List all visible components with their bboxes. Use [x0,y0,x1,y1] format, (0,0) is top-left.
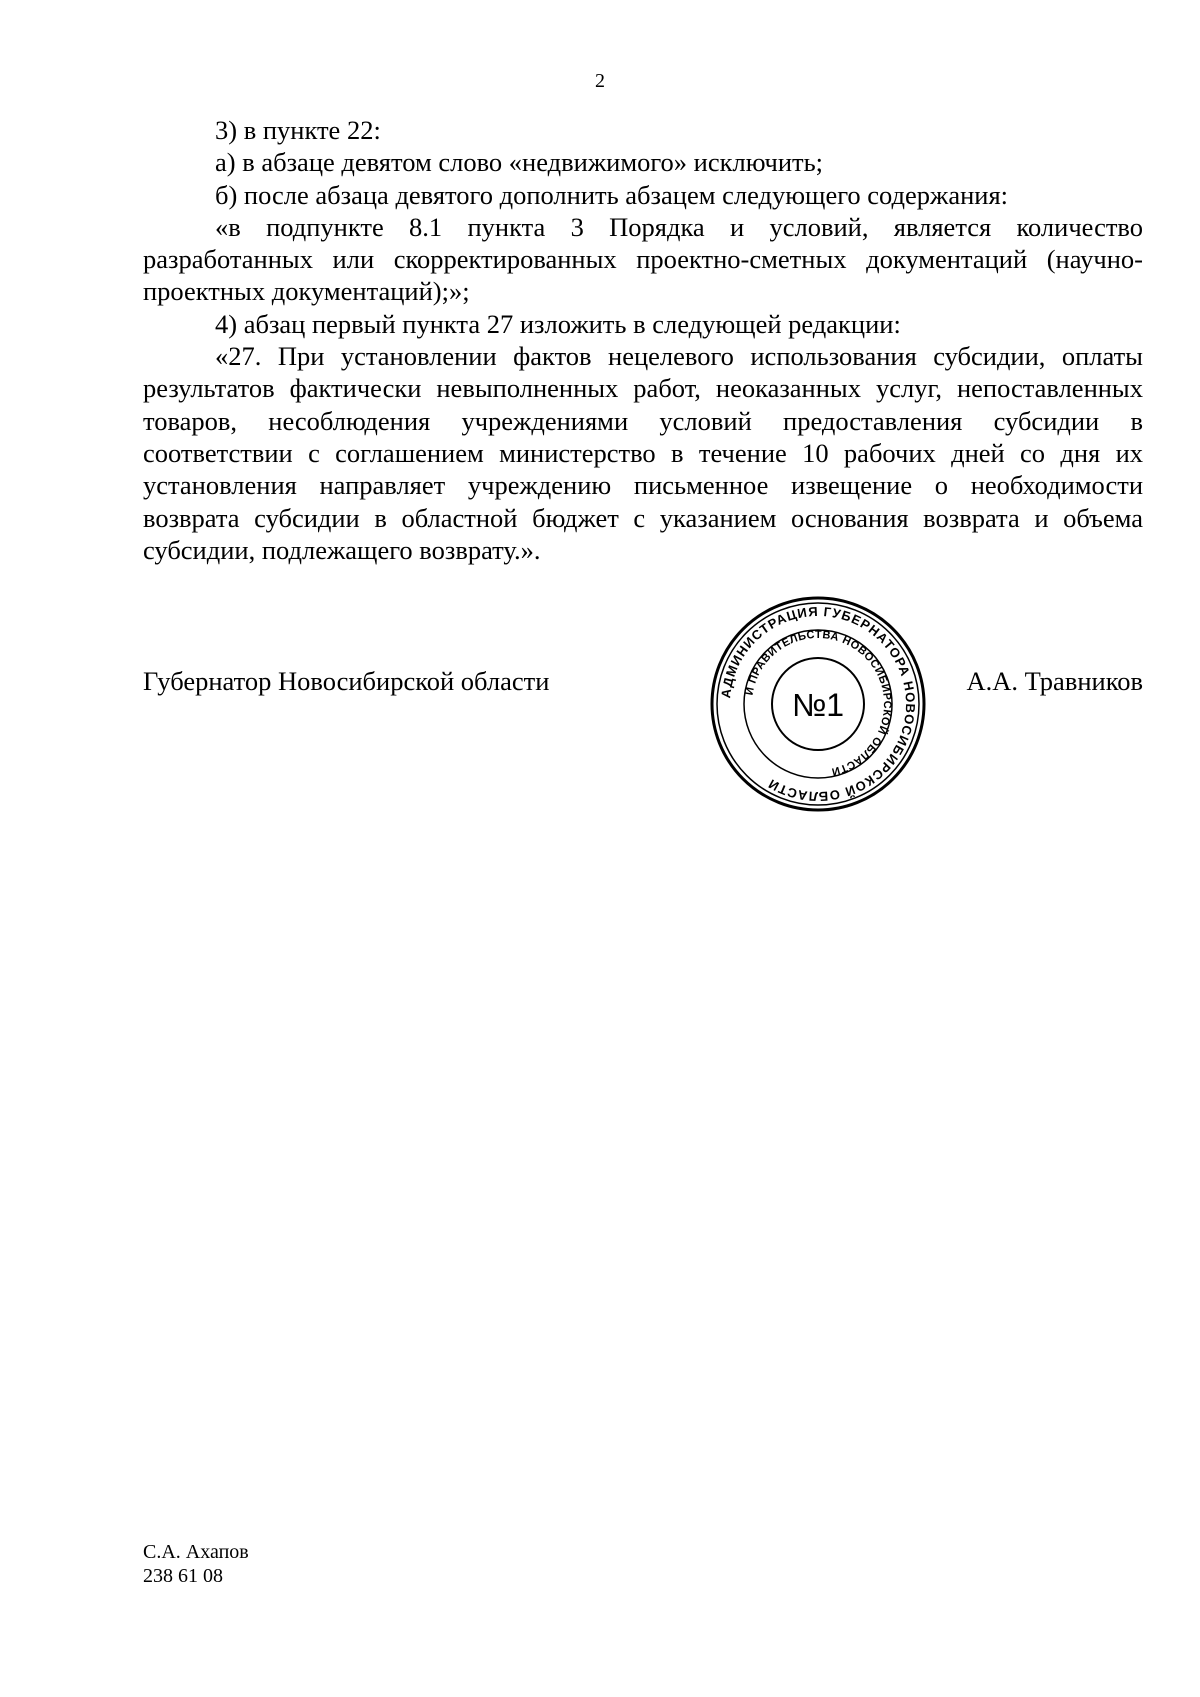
official-seal [708,594,928,814]
executor-block [143,1540,249,1588]
signer-name: А.А. Травников [966,666,1143,696]
paragraph-new-edition: «27. При установлении фактов нецелевого использования субсидии, оплаты результатов фактически невыполненных работ, неоказанных услуг, непоставленных товаров, несоблюдения учреждениями условий предоставления субсидии в соответствии с соглашением министерство в течение 10 рабочих дней со дня их установления направляет учреждению письменное извещение о необходимости возврата субсидии в областной бюджет с указанием основания возврата и объема субсидии, подлежащего возврату.». [143,341,1143,565]
seal-inner-text: И ПРАВИТЕЛЬСТВА НОВОСИБИРСКОЙ ОБЛАСТИ [743,628,894,778]
page-number: 2 [595,70,605,92]
executor-phone: 238 61 08 [143,1565,223,1587]
signer-title: Губернатор Новосибирской области [143,666,550,696]
paragraph-item-3: 3) в пункте 22: [215,115,381,145]
seal-center-number: №1 [791,687,845,723]
paragraph-inserted-text: «в подпункте 8.1 пункта 3 Порядка и условий, является количество разработанных или скорректированных проектно-сметных документаций (научно-проектных документаций);»; [143,211,1143,307]
executor-name: С.А. Ахапов [143,1541,249,1563]
seal-icon [708,594,928,814]
paragraph-subitem-b: б) после абзаца девятого дополнить абзацем следующего содержания: [215,179,1009,210]
paragraph-item-4: 4) абзац первый пункта 27 изложить в следующей редакции: [215,308,901,339]
document-body [143,114,1143,566]
seal-outer-text: АДМИНИСТРАЦИЯ ГУБЕРНАТОРА НОВОСИБИРСКОЙ ОБЛАСТИ [718,603,919,805]
paragraph-subitem-a: а) в абзаце девятом слово «недвижимого» исключить; [215,147,824,178]
